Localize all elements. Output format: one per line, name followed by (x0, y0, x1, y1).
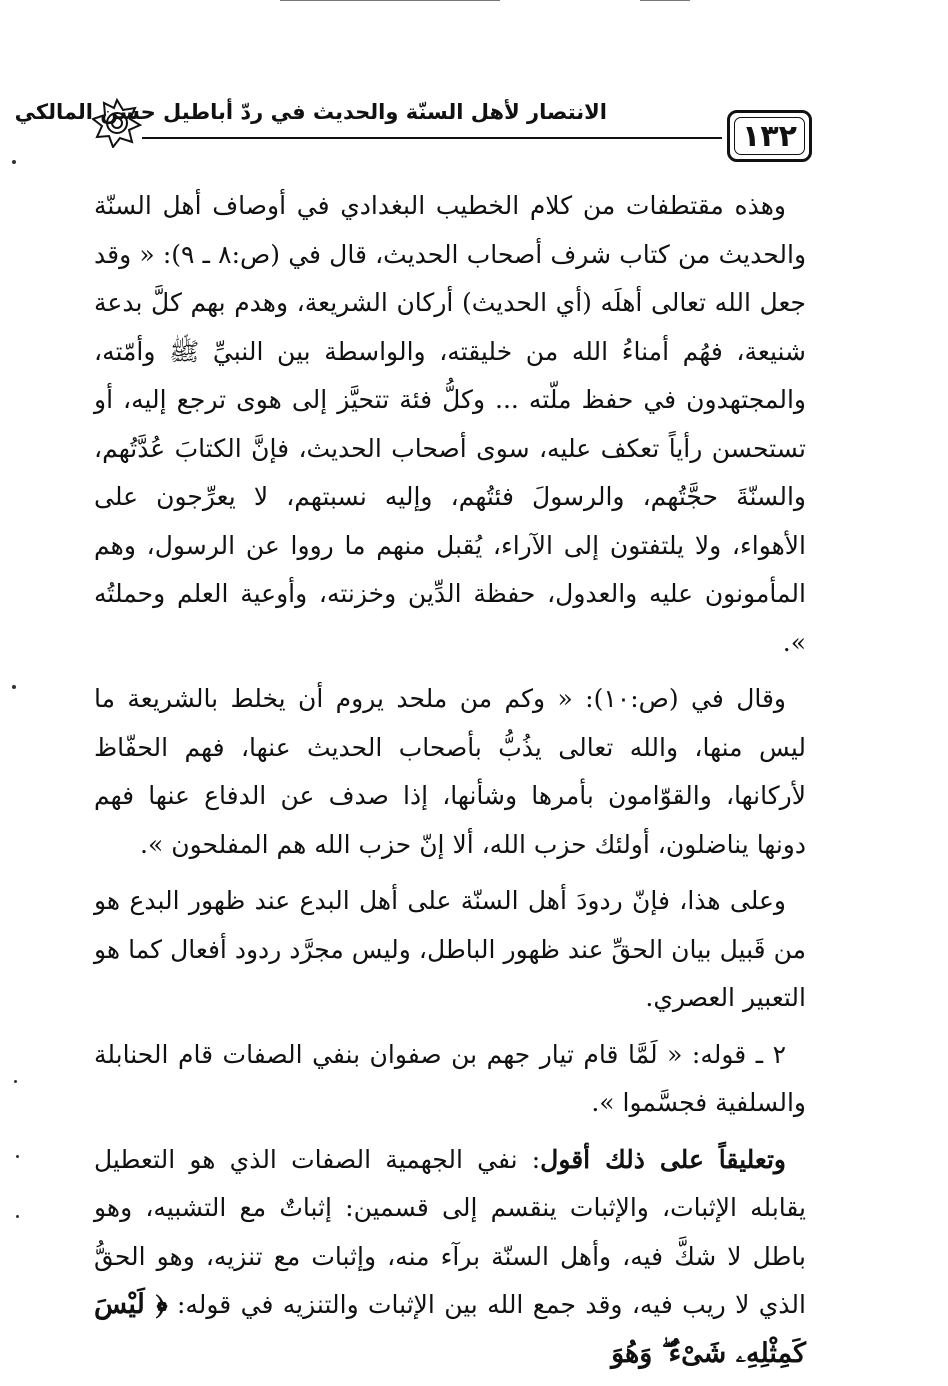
scan-speck (12, 160, 16, 164)
paragraph-numbered-item: ٢ ـ قوله: « لَمَّا قام تيار جهم بن صفوان بنفي الصفات قام الحنابلة والسلفية فجسَّموا ». (94, 1039, 806, 1117)
scan-speck (14, 1080, 17, 1083)
page-number: ١٣٢ (727, 110, 812, 162)
header-rule (142, 137, 722, 139)
paragraph: وعلى هذا، فإنّ ردودَ أهل السنّة على أهل البدع عند ظهور البدع هو من قَبيل بيان الحقِّ عند ظهور الباطل، وليس مجرَّد ردود أفعال كما هو التعبير العصري. (94, 886, 806, 1012)
paragraph: وهذه مقتطفات من كلام الخطيب البغدادي في أوصاف أهل السنّة والحديث من كتاب شرف أصحاب الحديث، قال في (ص:٨ ـ ٩): « وقد جعل الله تعالى أهلَه (أي الحديث) أركان الشريعة، وهدم بهم كلَّ بدعة شنيعة، فهُم أمناءُ الله من خليقته، والواسطة بين النبيِّ ﷺ وأمّته، والمجتهدون في حفظ ملّته ... وكلُّ فئة تتحيَّز إلى هوى ترجع إليه، أو تستحسن رأياً تعكف عليه، سوى أصحاب الحديث، فإنَّ الكتابَ عُدَّتُهم، والسنّةَ حجَّتُهم، والرسولَ فئتُهم، وإليه نسبتهم، لا يعرِّجون على الأهواء، ولا يلتفتون إلى الآراء، يُقبل منهم ما رووا عن الرسول، وهم المأمونون عليه والعدول، حفظة الدِّين وخزنته، وأوعية العلم وحملتُه ». (94, 191, 807, 657)
scan-speck (12, 685, 16, 689)
paragraph (94, 1136, 806, 1379)
scan-speck (16, 1215, 19, 1218)
quran-verse: ﴿ لَيْسَ كَمِثْلِهِۦ شَىْءٌ ۖ وَهُوَ (94, 1289, 806, 1369)
body-text (94, 182, 806, 1386)
scan-edge-line (280, 0, 500, 1)
scan-speck (16, 1155, 19, 1158)
page-header (14, 92, 812, 162)
paragraph-body: : نفي الجهمية الصفات الذي هو التعطيل يقابله الإثبات، والإثبات ينقسم إلى قسمين: إثباتٌ مع التشبيه، وهو باطل لا شكَّ فيه، وأهل السنّة برآء منه، وإثبات مع تنزيه، وهو الحقُّ الذي لا ريب فيه، وقد جمع الله بين الإثبات والتنزيه في قوله: (94, 1144, 806, 1319)
paragraph: وقال في (ص:١٠): « وكم من ملحد يروم أن يخلط بالشريعة ما ليس منها، والله تعالى يذُبُّ بأصحاب الحديث عنها، فهم الحفّاظ لأركانها، والقوّامون بأمرها وشأنها، إذا صدف عن الدفاع عنها فهم دونها يناضلون، أولئك حزب الله، ألا إنّ حزب الله هم المفلحون ». (94, 684, 806, 859)
scan-edge-line (640, 0, 690, 1)
paragraph-lead-bold: وتعليقاً على ذلك أقول (540, 1144, 786, 1174)
running-title: الانتصار لأهل السنّة والحديث في ردّ أباطيل حسن المالكي (14, 100, 607, 124)
